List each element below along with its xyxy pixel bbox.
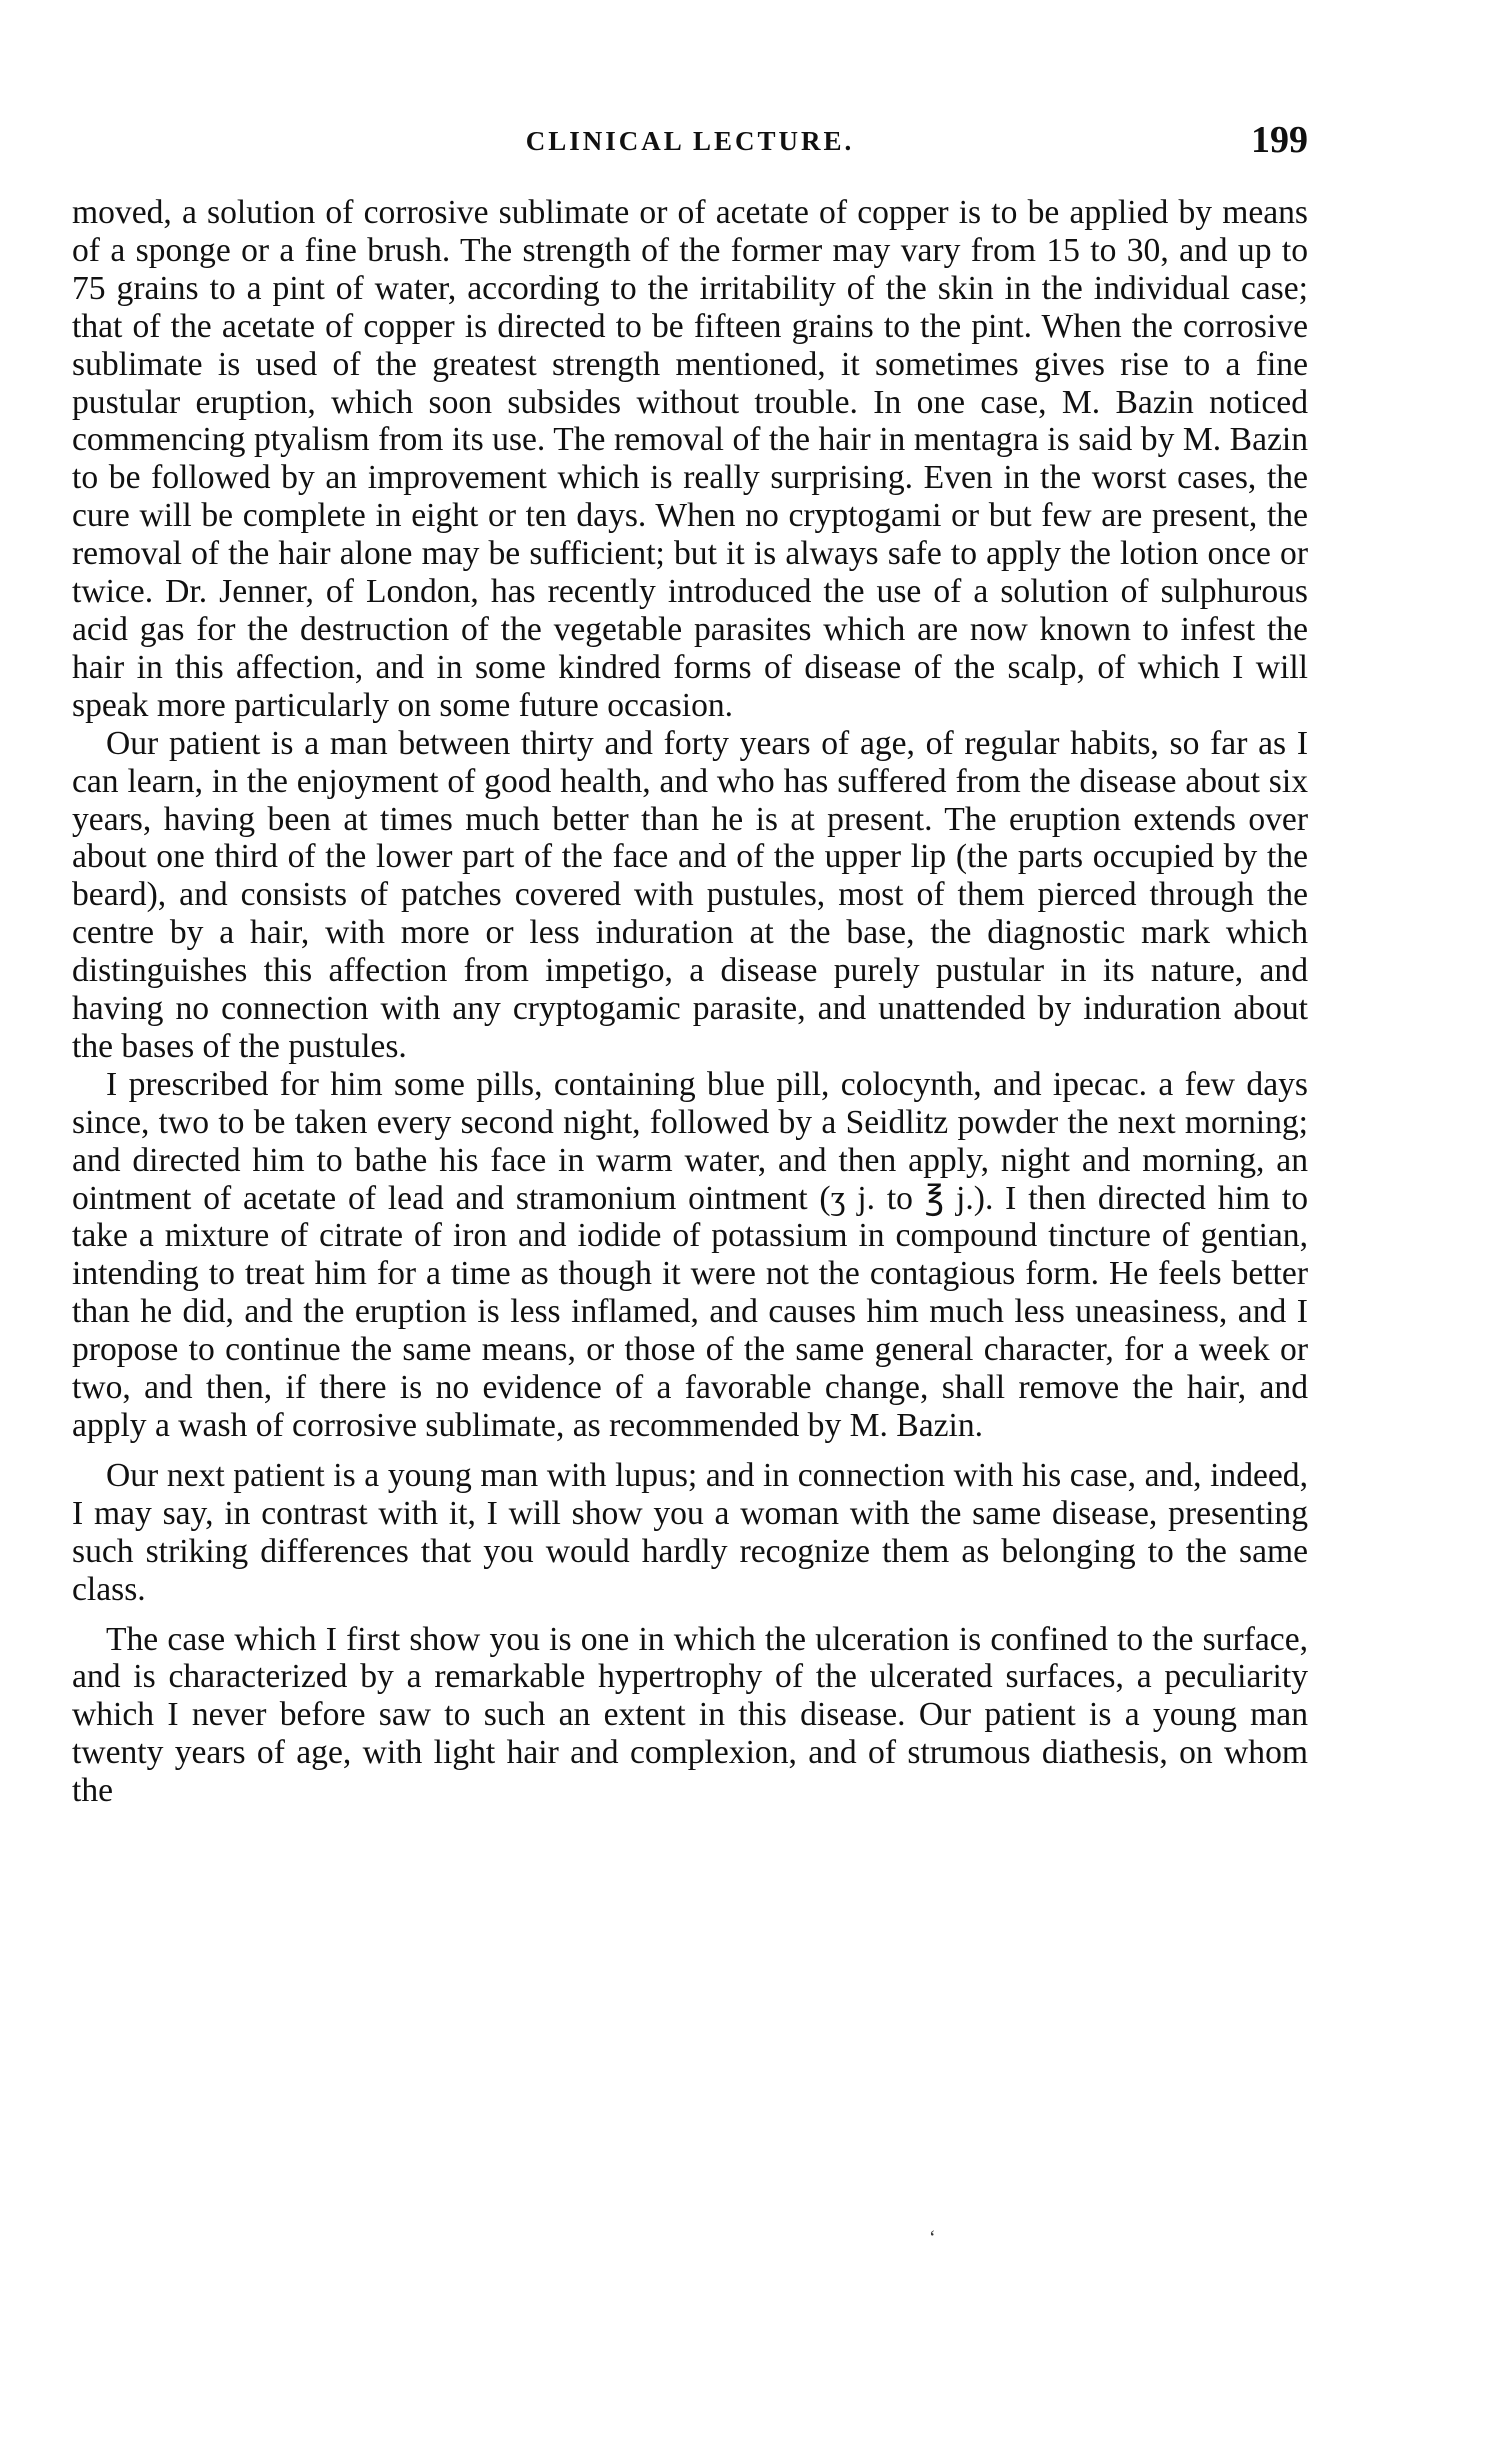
stray-mark: ‘: [929, 2227, 936, 2249]
paragraph-patient-description: Our patient is a man between thirty and forty years of age, of regular habits, so far as I can learn, in the enjoyment of good health, and who has suffered from the disease about six years, having been at times much better than he is at present. The eruption extends over about one third of the lower part of the face and of the upper lip (the parts occupied by the beard), and consists of patches covered with pustules, most of them pierced through the centre by a hair, with more or less induration at the base, the diagnostic mark which distinguishes this affection from impetigo, a disease purely pustular in its nature, and having no connection with any cryptogamic parasite, and unattended by induration about the bases of the pustules.: [72, 724, 1308, 1065]
paragraph-next-patient: Our next patient is a young man with lupus; and in connection with his case, and, indeed, I may say, in contrast with it, I will show you a woman with the same disease, presenting such striking differences that you would hardly recognize them as belonging to the same class.: [72, 1456, 1308, 1608]
running-head: [72, 118, 1308, 178]
paragraph-case-description: The case which I first show you is one in which the ulceration is confined to the surface, and is characterized by a remarkable hypertrophy of the ulcerated surfaces, a peculiarity which I never before saw to such an extent in this disease. Our patient is a young man twenty years of age, with light hair and complexion, and of strumous diathesis, on whom the: [72, 1620, 1308, 1810]
paragraph-prescription: I prescribed for him some pills, containing blue pill, colocynth, and ipecac. a few days since, two to be taken every second night, followed by a Seidlitz powder the next morning; and directed him to bathe his face in warm water, and then apply, night and morning, an ointment of acetate of lead and stramonium ointment (ʒ j. to ℥ j.). I then directed him to take a mixture of citrate of iron and iodide of potassium in compound tincture of gentian, intending to treat him for a time as though it were not the contagious form. He feels better than he did, and the eruption is less inflamed, and causes him much less uneasiness, and I propose to continue the same means, or those of the same general character, for a week or two, and then, if there is no evidence of a favorable change, shall remove the hair, and apply a wash of corrosive sublimate, as recommended by M. Bazin.: [72, 1065, 1308, 1444]
paragraph-continued: moved, a solution of corrosive sublimate or of acetate of copper is to be applied by means of a sponge or a fine brush. The strength of the former may vary from 15 to 30, and up to 75 grains to a pint of water, according to the irritability of the skin in the individual case; that of the acetate of copper is directed to be fifteen grains to the pint. When the corrosive sublimate is used of the greatest strength mentioned, it sometimes gives rise to a fine pustular eruption, which soon subsides without trouble. In one case, M. Bazin noticed commencing ptyalism from its use. The removal of the hair in mentagra is said by M. Bazin to be followed by an improvement which is really surprising. Even in the worst cases, the cure will be complete in eight or ten days. When no cryptogami or but few are present, the removal of the hair alone may be sufficient; but it is always safe to apply the lotion once or twice. Dr. Jenner, of London, has recently introduced the use of a solution of sulphurous acid gas for the destruction of the vegetable parasites which are now known to infest the hair in this affection, and in some kindred forms of disease of the scalp, of which I will speak more particularly on some future occasion.: [72, 194, 1308, 724]
page-number: 199: [1251, 119, 1308, 161]
text-body: [72, 194, 1308, 1810]
running-title: CLINICAL LECTURE.: [525, 126, 855, 156]
